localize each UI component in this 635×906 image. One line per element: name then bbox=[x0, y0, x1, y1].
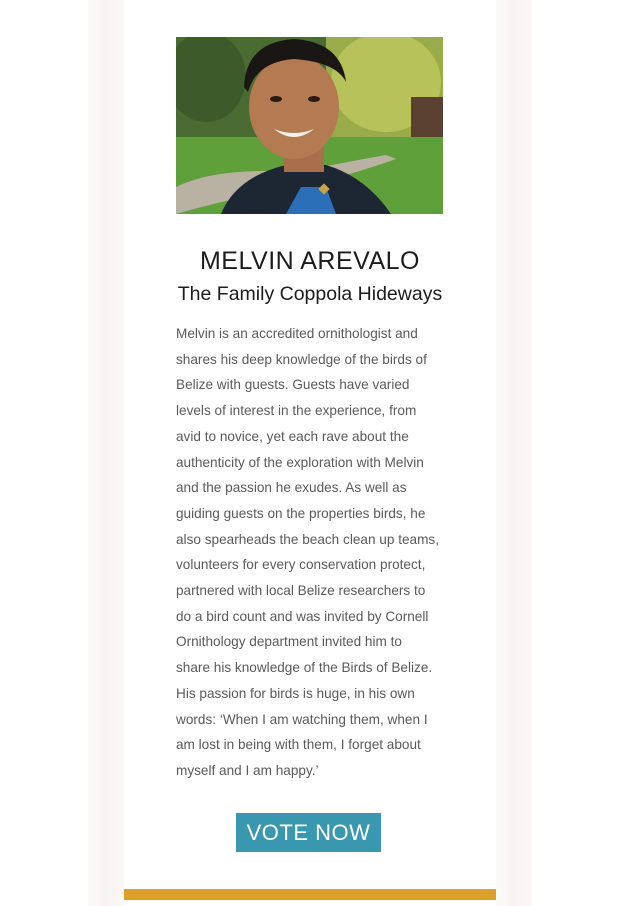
bio-line: and the passion he exudes. As well as bbox=[176, 480, 407, 496]
property-name: The Family Coppola Hideways bbox=[177, 283, 443, 305]
bio-line: also spearheads the beach clean up teams, bbox=[176, 531, 439, 547]
nominee-bio bbox=[176, 321, 451, 784]
bio-line: words: ‘When I am watching them, when I bbox=[176, 711, 428, 727]
nominee-name: MELVIN AREVALO bbox=[199, 246, 421, 275]
bio-line: authenticity of the exploration with Melvin bbox=[176, 454, 424, 470]
accent-bar bbox=[124, 889, 496, 900]
vote-now-button[interactable]: VOTE NOW bbox=[236, 813, 381, 852]
background-pattern-left bbox=[88, 0, 124, 906]
bio-line: am lost in being with them, I forget about bbox=[176, 737, 421, 753]
nominee-photo bbox=[176, 37, 443, 214]
bio-line: share his knowledge of the Birds of Belize. bbox=[176, 660, 433, 676]
bio-line: guiding guests on the properties birds, he bbox=[176, 505, 426, 521]
bio-line: His passion for birds is huge, in his own bbox=[176, 685, 415, 701]
bio-line: Melvin is an accredited ornithologist and bbox=[176, 326, 418, 341]
background-pattern-right bbox=[496, 0, 532, 906]
nominee-card bbox=[124, 0, 496, 889]
bio-line: Belize with guests. Guests have varied bbox=[176, 377, 410, 393]
bio-line: volunteers for every conservation protect, bbox=[176, 557, 426, 573]
bio-line: do a bird count and was invited by Cornell bbox=[176, 608, 429, 624]
bio-line: Ornithology department invited him to bbox=[176, 634, 402, 650]
bio-line: myself and I am happy.’ bbox=[176, 762, 319, 778]
bio-line: levels of interest in the experience, from bbox=[176, 403, 417, 419]
bio-line: avid to novice, yet each rave about the bbox=[176, 428, 409, 444]
bio-line: partnered with local Belize researchers to bbox=[176, 583, 426, 599]
bio-line: shares his deep knowledge of the birds of bbox=[176, 351, 427, 367]
